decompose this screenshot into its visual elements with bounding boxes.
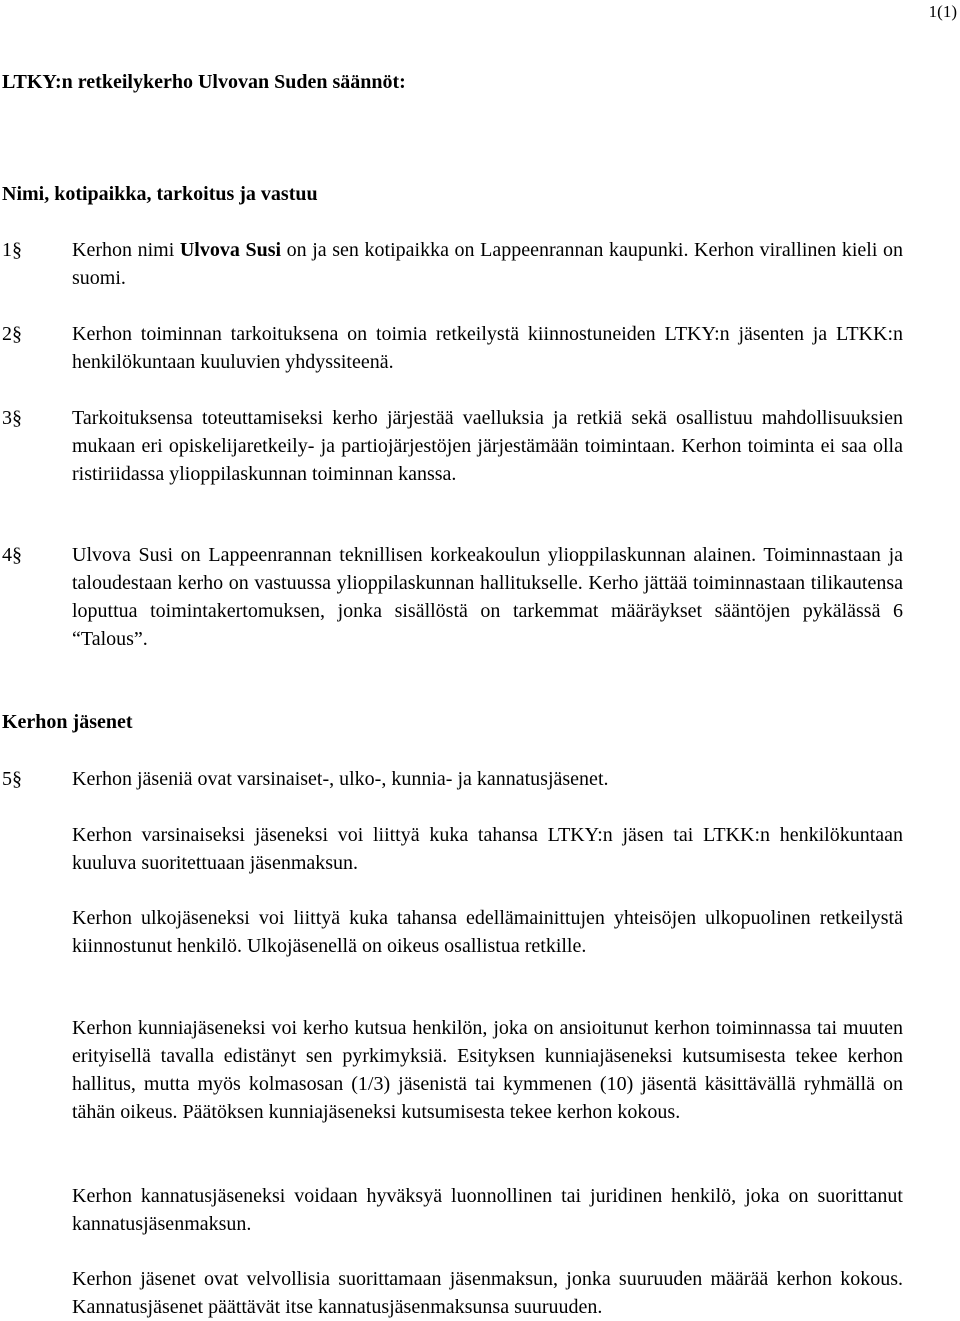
section-heading-general: Nimi, kotipaikka, tarkoitus ja vastuu bbox=[2, 183, 318, 205]
paragraph-text: Kerhon toiminnan tarkoituksena on toimia retkeilystä kiinnostuneiden LTKY:n jäsenten ja LTKK:n henkilökuntaan kuuluvien yhdyssiteenä. bbox=[72, 323, 903, 373]
paragraph-text: Tarkoituksensa toteuttamiseksi kerho järjestää vaelluksia ja retkiä sekä osallistuu mahdollisuuksien mukaan eri opiskelijaretkeily- ja partiojärjestöjen järjestämään toimintaan. Kerhon toiminta ei saa olla ristiriidassa ylioppilaskunnan toiminnan kanssa. bbox=[72, 407, 903, 485]
paragraph-number: 5§ bbox=[2, 768, 22, 790]
subparagraph-member-obligations: Kerhon jäsenet ovat velvollisia suorittamaan jäsenmaksun, jonka suuruuden määrää kerhon kokous. Kannatusjäsenet päättävät itse kannatusjäsenmaksunsa suuruuden. bbox=[72, 1268, 903, 1318]
subparagraph-supporting-members: Kerhon kannatusjäseneksi voidaan hyväksyä luonnollinen tai juridinen henkilö, joka on suorittanut kannatusjäsenmaksun. bbox=[72, 1185, 903, 1235]
paragraph-1 bbox=[2, 236, 902, 292]
paragraph-number: 2§ bbox=[2, 323, 22, 345]
paragraph-number: 3§ bbox=[2, 407, 22, 429]
paragraph-text: Kerhon jäseniä ovat varsinaiset-, ulko-, kunnia- ja kannatusjäsenet. bbox=[72, 768, 609, 790]
page-number: 1(1) bbox=[928, 2, 957, 21]
paragraph-text: Kerhon nimi Ulvova Susi on ja sen kotipaikka on Lappeenrannan kaupunki. Kerhon virallinen kieli on suomi. bbox=[72, 239, 903, 289]
paragraph-number: 1§ bbox=[2, 239, 22, 261]
paragraph-4 bbox=[2, 541, 902, 653]
subparagraph-regular-members: Kerhon varsinaiseksi jäseneksi voi liittyä kuka tahansa LTKY:n jäsen tai LTKK:n henkilökuntaan kuuluva suoritettuaan jäsenmaksun. bbox=[72, 824, 903, 874]
section-heading-members: Kerhon jäsenet bbox=[2, 711, 133, 733]
paragraph-number: 4§ bbox=[2, 544, 22, 566]
paragraph-2 bbox=[2, 320, 902, 376]
paragraph-3 bbox=[2, 404, 902, 488]
paragraph-5 bbox=[2, 765, 902, 793]
document-title: LTKY:n retkeilykerho Ulvovan Suden säännöt: bbox=[2, 71, 406, 93]
club-name: Ulvova Susi bbox=[179, 239, 282, 261]
subparagraph-external-members: Kerhon ulkojäseneksi voi liittyä kuka tahansa edellämainittujen yhteisöjen ulkopuolinen retkeilystä kiinnostunut henkilö. Ulkojäsenellä on oikeus osallistua retkille. bbox=[72, 907, 903, 957]
subparagraph-honorary-members: Kerhon kunniajäseneksi voi kerho kutsua henkilön, joka on ansioitunut kerhon toiminnassa tai muuten erityisellä tavalla edistänyt sen pyrkimyksiä. Esityksen kunniajäseneksi kutsumisesta tekee kerhon hallitus, mutta myös kolmasosan (1/3) jäsenistä tai kymmenen (10) jäsentä käsittävällä ryhmällä on tähän oikeus. Päätöksen kunniajäseneksi kutsumisesta tekee kerhon kokous. bbox=[72, 1017, 903, 1123]
paragraph-text: Ulvova Susi on Lappeenrannan teknillisen korkeakoulun ylioppilaskunnan alainen. Toiminnastaan ja taloudestaan kerho on vastuussa ylioppilaskunnan hallitukselle. Kerho jättää toiminnastaan tilikautensa loputtua toimintakertomuksen, jonka sisällöstä on tarkemmat määräykset sääntöjen pykälässä 6 “Talous”. bbox=[72, 544, 903, 650]
